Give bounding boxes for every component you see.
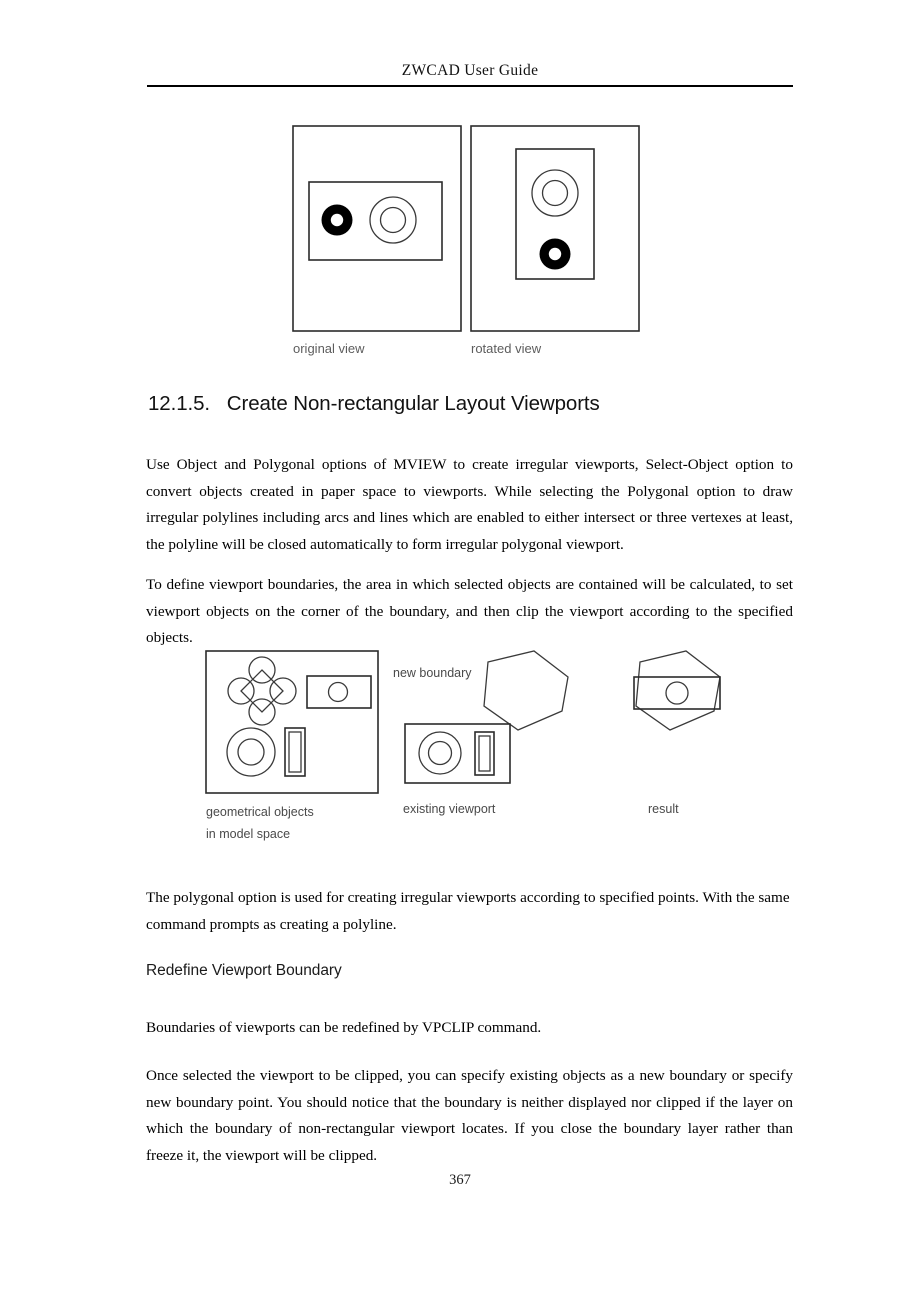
figure2-caption-result: result <box>648 802 679 816</box>
filled-donut-right <box>540 239 571 270</box>
double-circle-left <box>370 197 416 243</box>
result-circle <box>666 682 688 704</box>
figure2-result-panel <box>634 651 720 816</box>
paragraph-mview-options: Use Object and Polygonal options of MVIEW to create irregular viewports, Select-Object option to convert objects created in paper space to viewports. While selecting the Polygonal option to draw irregular polylines including arcs and lines which are enabled to either intersect or three vertexes at least, the polyline will be closed automatically to form irregular polygonal viewport. <box>146 456 793 553</box>
figure2-existing-viewport-panel <box>393 651 568 816</box>
header-title: ZWCAD User Guide <box>401 62 539 79</box>
diamond-circle-cluster <box>228 657 296 725</box>
new-boundary-hexagon <box>484 651 568 730</box>
double-circle-model <box>227 728 275 776</box>
result-hexagon <box>636 651 720 730</box>
header-divider <box>147 85 793 87</box>
double-circle-viewport <box>419 732 461 774</box>
page-number: 367 <box>449 1172 471 1188</box>
page-title: 12.1.5. Create Non-rectangular Layout Viewports <box>148 392 600 415</box>
figure2-caption-existing-viewport: existing viewport <box>403 802 496 816</box>
figure1-rotated-panel <box>471 126 639 331</box>
nested-rectangle-viewport <box>475 732 494 775</box>
figure1-original-panel <box>293 126 461 331</box>
figure1-caption-original: original view <box>293 341 365 356</box>
figure2-label-new-boundary: new boundary <box>393 666 472 680</box>
figure-original-vs-rotated-view <box>290 123 642 363</box>
section-subheading-redefine-viewport-boundary: Redefine Viewport Boundary <box>146 962 342 979</box>
paragraph-polygonal-option: The polygonal option is used for creating irregular viewports according to specified points. With the same command prompts as creating a polyline. <box>146 889 790 933</box>
page-header <box>147 62 793 80</box>
nested-rectangle-model <box>285 728 305 776</box>
figure2-caption-model-space-line1: geometrical objects <box>206 805 314 819</box>
paragraph-clip-behavior: Once selected the viewport to be clipped, you can specify existing objects as a new boundary or specify new boundary point. You should notice that the boundary is neither displayed nor clipped if the layer on which the boundary of non-rectangular viewport locates. If you close the boundary layer rather than freeze it, the viewport will be clipped. <box>146 1067 793 1164</box>
rectangle-with-circle <box>307 676 371 708</box>
filled-donut-left <box>322 205 353 236</box>
paragraph-define-boundaries: To define viewport boundaries, the area in which selected objects are contained will be calculated, to set viewport objects on the corner of the boundary, and then clip the viewport according to the specified objects. <box>146 576 793 646</box>
figure2-caption-model-space-line2: in model space <box>206 827 291 841</box>
figure1-caption-rotated: rotated view <box>471 341 542 356</box>
figure-viewport-clip-process <box>200 645 730 845</box>
figure2-model-space-panel <box>206 651 378 841</box>
paragraph-vpclip: Boundaries of viewports can be redefined by VPCLIP command. <box>146 1019 542 1036</box>
double-circle-right <box>532 170 578 216</box>
